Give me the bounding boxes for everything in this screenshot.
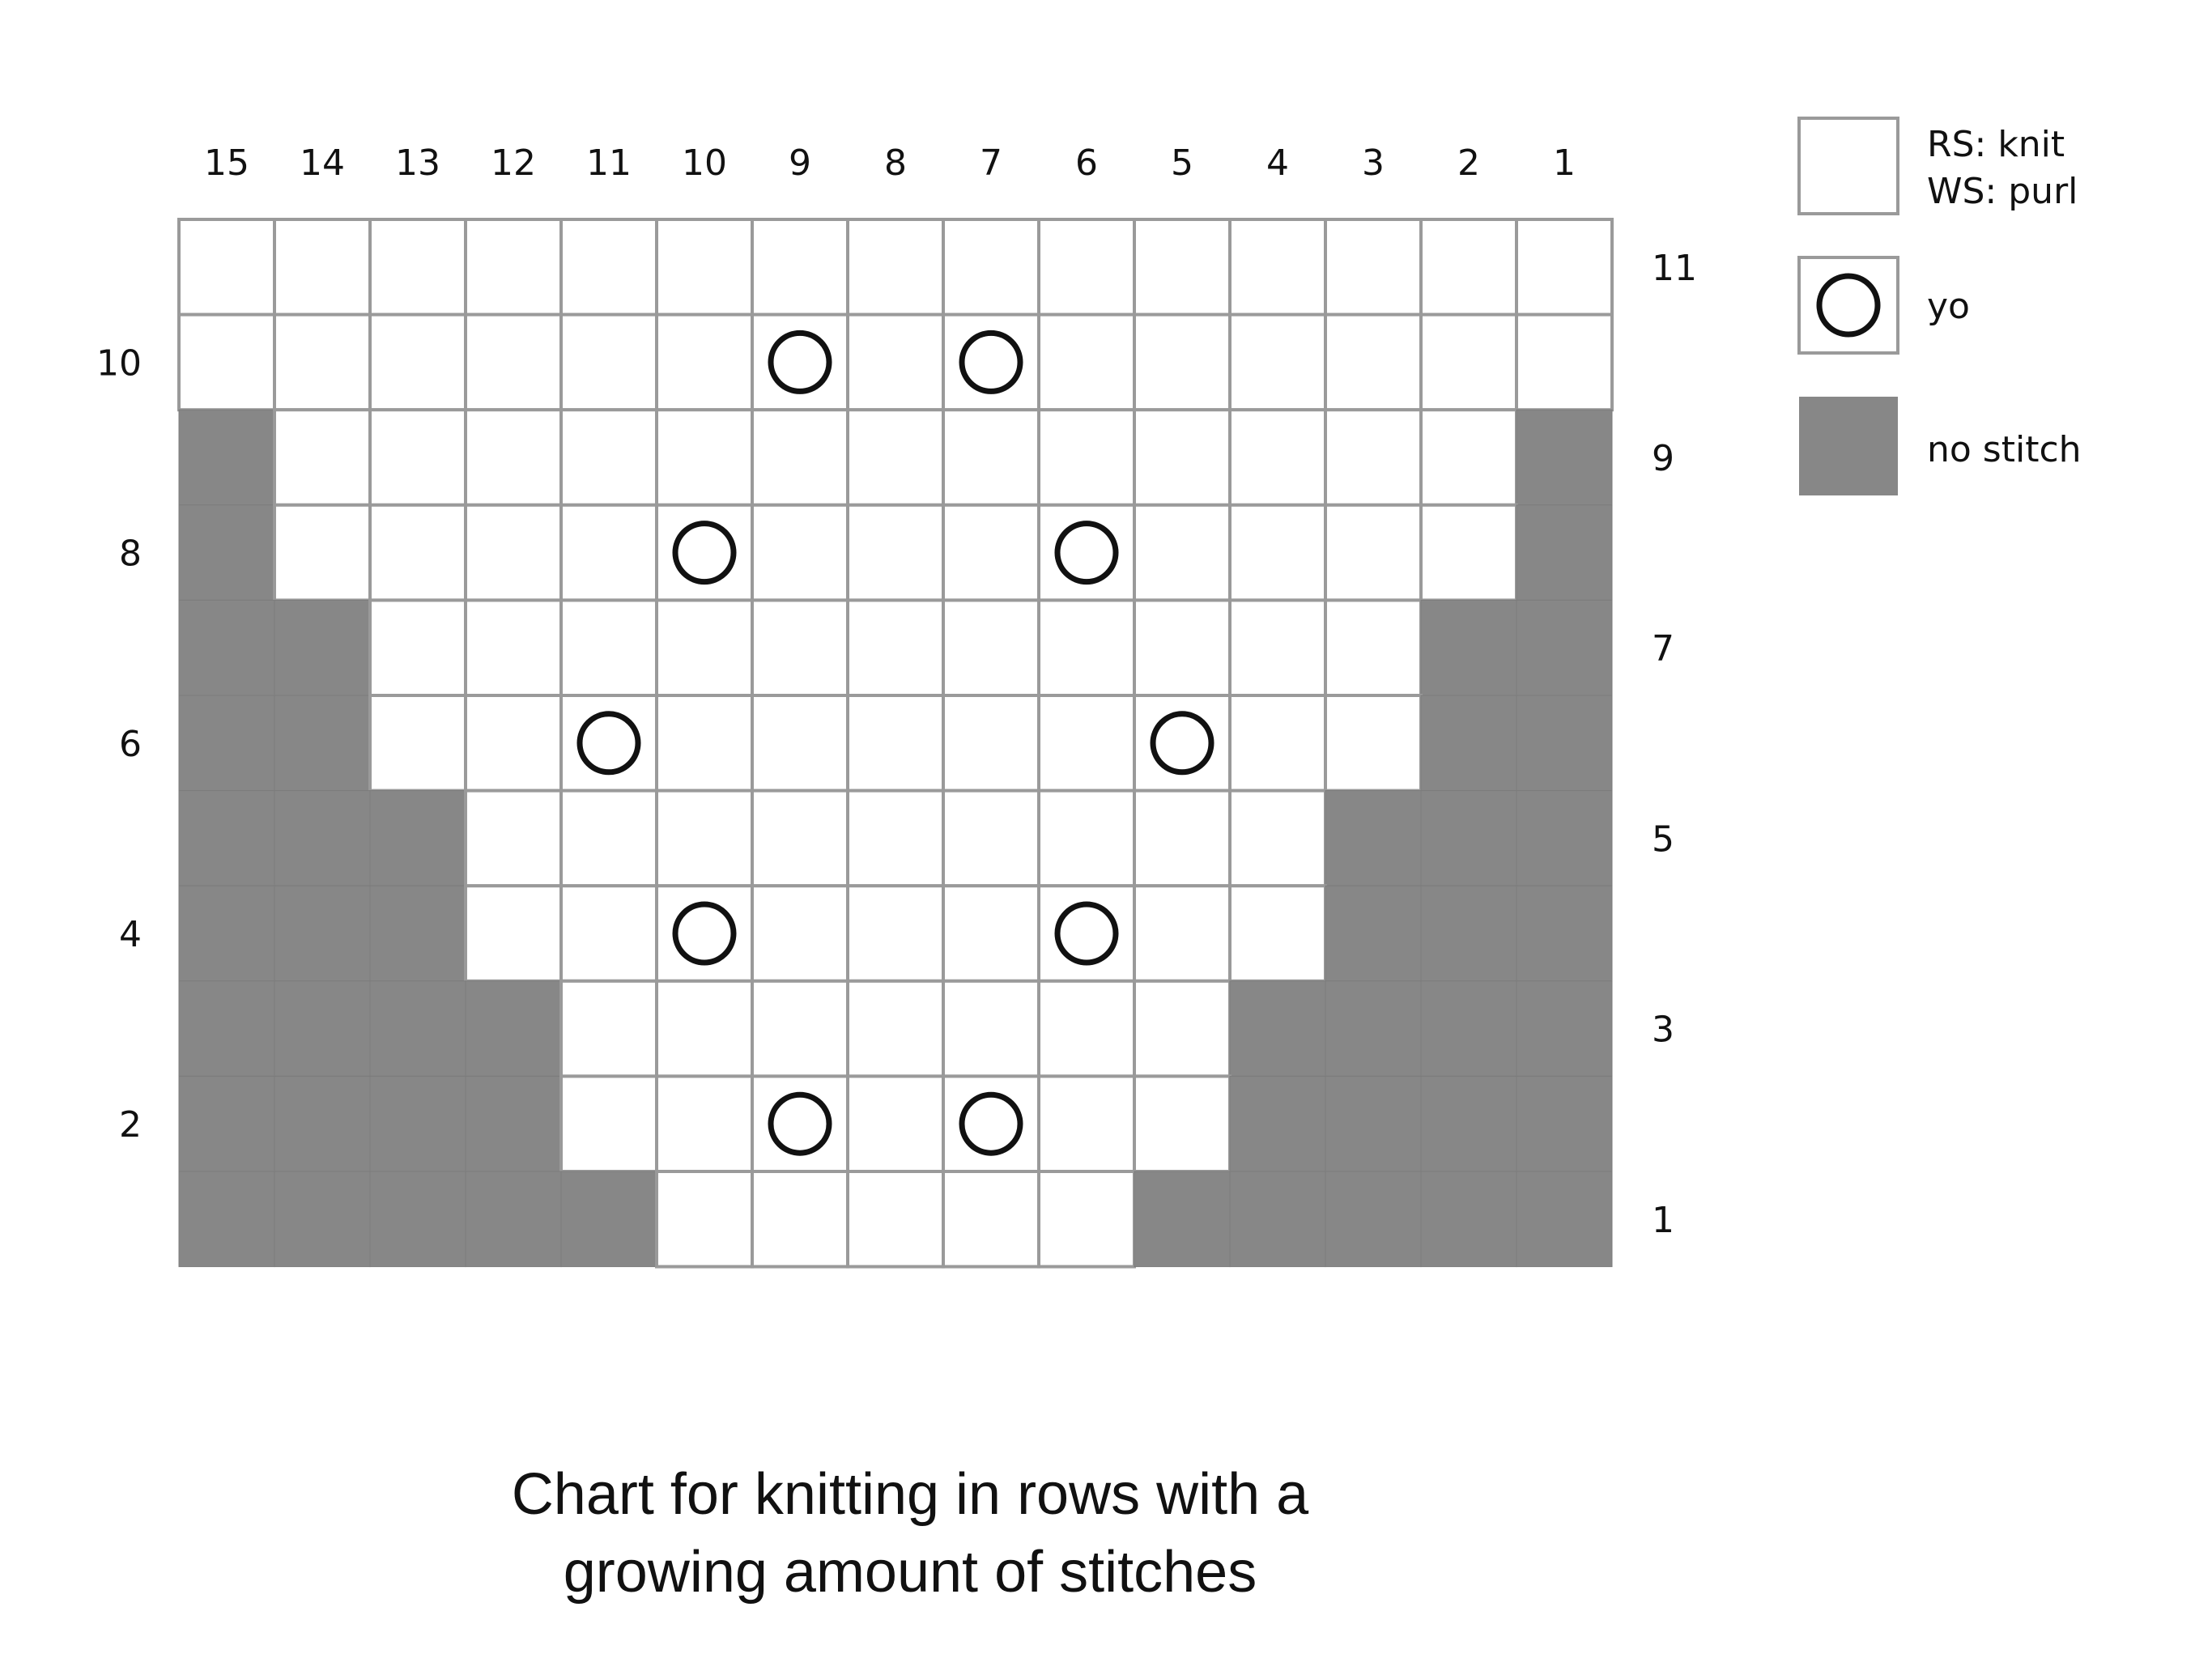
knit-cell [943, 886, 1039, 981]
no-stitch-cell [466, 1076, 561, 1171]
no-stitch-cell [370, 1171, 466, 1267]
no-stitch-cell [1516, 600, 1612, 695]
knit-cell [1230, 410, 1325, 505]
knit-cell [466, 219, 561, 315]
no-stitch-cell [1421, 695, 1516, 791]
knit-cell [1039, 600, 1134, 695]
column-number: 9 [789, 142, 811, 184]
no-stitch-cell [1325, 1171, 1421, 1267]
knit-cell [657, 315, 752, 410]
knit-cell [848, 505, 943, 601]
row-number-left: 6 [119, 723, 142, 765]
knit-cell [1134, 315, 1230, 410]
knit-cell [274, 410, 370, 505]
knit-cell [1134, 505, 1230, 601]
no-stitch-cell [370, 1076, 466, 1171]
knit-cell [561, 315, 657, 410]
knit-cell [561, 1076, 657, 1171]
column-number: 13 [395, 142, 440, 184]
yo-cell [752, 1076, 848, 1171]
no-stitch-cell [274, 1171, 370, 1267]
right-row-numbers [1652, 248, 1697, 1241]
knit-cell [1230, 695, 1325, 791]
no-stitch-cell [274, 695, 370, 791]
column-number: 3 [1362, 142, 1385, 184]
no-stitch-cell [179, 1076, 274, 1171]
no-stitch-cell [1516, 791, 1612, 886]
knit-cell [466, 505, 561, 601]
left-row-numbers [96, 342, 142, 1146]
yo-cell [1039, 886, 1134, 981]
knit-cell [1325, 219, 1421, 315]
column-number: 14 [300, 142, 345, 184]
no-stitch-cell [274, 1076, 370, 1171]
no-stitch-cell [179, 505, 274, 601]
legend [1799, 118, 2082, 495]
knit-cell [657, 695, 752, 791]
stitch-grid [179, 219, 1612, 1267]
knit-cell [466, 315, 561, 410]
knit-cell [561, 219, 657, 315]
knit-cell [752, 600, 848, 695]
no-stitch-cell [1421, 1171, 1516, 1267]
knit-cell [1516, 315, 1612, 410]
column-number: 6 [1075, 142, 1098, 184]
knit-cell [752, 1171, 848, 1267]
knit-cell [848, 981, 943, 1077]
knit-cell [1230, 219, 1325, 315]
knit-cell [752, 219, 848, 315]
column-number: 11 [586, 142, 632, 184]
row-number-left: 4 [119, 914, 142, 955]
knit-cell [1230, 505, 1325, 601]
no-stitch-cell [1516, 1076, 1612, 1171]
knit-cell [466, 600, 561, 695]
no-stitch-cell [370, 791, 466, 886]
knit-cell [1039, 219, 1134, 315]
yo-cell [752, 315, 848, 410]
no-stitch-cell [1516, 505, 1612, 601]
knit-cell [1039, 695, 1134, 791]
knit-cell [1039, 410, 1134, 505]
knit-cell [466, 695, 561, 791]
legend-yo-swatch [1799, 257, 1898, 353]
knit-cell [657, 1076, 752, 1171]
column-number: 1 [1553, 142, 1576, 184]
knit-cell [848, 410, 943, 505]
no-stitch-cell [274, 981, 370, 1077]
yo-cell [657, 505, 752, 601]
column-number: 8 [884, 142, 907, 184]
knit-cell [657, 600, 752, 695]
no-stitch-cell [179, 1171, 274, 1267]
row-number-right: 1 [1652, 1199, 1674, 1241]
column-number: 2 [1457, 142, 1480, 184]
legend-yo-label: yo [1927, 286, 1970, 327]
legend-knit-swatch [1799, 118, 1898, 214]
no-stitch-cell [179, 791, 274, 886]
knit-cell [752, 981, 848, 1077]
yo-cell [1134, 695, 1230, 791]
knit-cell [943, 981, 1039, 1077]
knit-cell [1421, 315, 1516, 410]
row-number-left: 10 [96, 342, 142, 385]
knit-cell [752, 695, 848, 791]
row-number-right: 9 [1652, 438, 1674, 479]
knit-cell [943, 219, 1039, 315]
knit-cell [179, 315, 274, 410]
knit-cell [1325, 315, 1421, 410]
knit-cell [1134, 410, 1230, 505]
no-stitch-cell [370, 981, 466, 1077]
knit-cell [1039, 1171, 1134, 1267]
yo-cell [943, 1076, 1039, 1171]
row-number-right: 7 [1652, 628, 1674, 670]
knit-cell [561, 981, 657, 1077]
knit-cell [370, 410, 466, 505]
no-stitch-cell [1516, 695, 1612, 791]
no-stitch-cell [1516, 1171, 1612, 1267]
knit-cell [848, 600, 943, 695]
knit-cell [466, 791, 561, 886]
no-stitch-cell [1325, 981, 1421, 1077]
knit-cell [1134, 791, 1230, 886]
no-stitch-cell [561, 1171, 657, 1267]
legend-no-stitch-label: no stitch [1927, 429, 2082, 470]
knit-cell [1325, 600, 1421, 695]
column-number: 10 [682, 142, 727, 184]
knit-cell [370, 219, 466, 315]
knit-cell [848, 695, 943, 791]
chart-caption [512, 1462, 1309, 1605]
knit-cell [848, 1171, 943, 1267]
knit-cell [943, 410, 1039, 505]
no-stitch-cell [274, 886, 370, 981]
knit-cell [848, 791, 943, 886]
knit-cell [1325, 695, 1421, 791]
no-stitch-cell [1516, 410, 1612, 505]
no-stitch-cell [1230, 1076, 1325, 1171]
knit-cell [561, 791, 657, 886]
knit-cell [1134, 886, 1230, 981]
column-number: 5 [1171, 142, 1193, 184]
knit-cell [1230, 600, 1325, 695]
yo-cell [1039, 505, 1134, 601]
column-number: 15 [204, 142, 249, 184]
caption-line-2: growing amount of stitches [563, 1540, 1257, 1605]
column-number: 12 [491, 142, 536, 184]
no-stitch-cell [179, 600, 274, 695]
knit-cell [848, 315, 943, 410]
knit-cell [657, 981, 752, 1077]
knit-cell [1134, 219, 1230, 315]
knit-cell [752, 886, 848, 981]
no-stitch-cell [1325, 1076, 1421, 1171]
no-stitch-cell [1516, 981, 1612, 1077]
knit-cell [561, 410, 657, 505]
knit-cell [1039, 315, 1134, 410]
legend-knit-label-line2: WS: purl [1927, 171, 2078, 212]
knit-cell [657, 219, 752, 315]
row-number-left: 2 [119, 1104, 142, 1146]
knit-cell [561, 600, 657, 695]
knit-cell [848, 1076, 943, 1171]
knit-cell [848, 219, 943, 315]
caption-line-1: Chart for knitting in rows with a [511, 1462, 1309, 1527]
knit-cell [752, 791, 848, 886]
legend-no-stitch-swatch [1799, 397, 1898, 495]
knit-cell [370, 505, 466, 601]
row-number-right: 11 [1652, 247, 1697, 289]
knit-cell [370, 315, 466, 410]
knit-cell [943, 1171, 1039, 1267]
legend-knit-label-line1: RS: knit [1927, 124, 2065, 165]
no-stitch-cell [370, 886, 466, 981]
no-stitch-cell [179, 410, 274, 505]
knit-cell [561, 886, 657, 981]
no-stitch-cell [1421, 981, 1516, 1077]
no-stitch-cell [1421, 791, 1516, 886]
knit-cell [657, 1171, 752, 1267]
knit-cell [274, 505, 370, 601]
no-stitch-cell [1230, 1171, 1325, 1267]
knit-cell [466, 886, 561, 981]
knit-cell [1134, 981, 1230, 1077]
no-stitch-cell [466, 981, 561, 1077]
knit-cell [1230, 791, 1325, 886]
knit-cell [561, 505, 657, 601]
knit-cell [466, 410, 561, 505]
knit-cell [1134, 600, 1230, 695]
column-number: 7 [980, 142, 1002, 184]
no-stitch-cell [179, 886, 274, 981]
knit-cell [1039, 1076, 1134, 1171]
knit-cell [1516, 219, 1612, 315]
knit-cell [179, 219, 274, 315]
row-number-right: 5 [1652, 818, 1674, 861]
yo-cell [561, 695, 657, 791]
knit-cell [274, 219, 370, 315]
knit-cell [1421, 410, 1516, 505]
knit-cell [848, 886, 943, 981]
no-stitch-cell [1421, 600, 1516, 695]
no-stitch-cell [179, 695, 274, 791]
knit-cell [1325, 505, 1421, 601]
no-stitch-cell [1134, 1171, 1230, 1267]
knit-cell [370, 600, 466, 695]
knit-cell [1230, 886, 1325, 981]
knit-cell [943, 505, 1039, 601]
knit-cell [1325, 410, 1421, 505]
no-stitch-cell [1421, 886, 1516, 981]
no-stitch-cell [466, 1171, 561, 1267]
knit-cell [943, 600, 1039, 695]
row-number-left: 8 [119, 533, 142, 575]
row-number-right: 3 [1652, 1009, 1674, 1051]
no-stitch-cell [1421, 1076, 1516, 1171]
knit-cell [943, 791, 1039, 886]
knit-cell [752, 505, 848, 601]
yo-cell [657, 886, 752, 981]
no-stitch-cell [274, 791, 370, 886]
knit-cell [1230, 315, 1325, 410]
column-numbers [204, 142, 1576, 184]
knit-cell [752, 410, 848, 505]
knit-cell [1421, 505, 1516, 601]
knit-cell [370, 695, 466, 791]
no-stitch-cell [1230, 981, 1325, 1077]
yo-cell [943, 315, 1039, 410]
knit-cell [274, 315, 370, 410]
knit-cell [943, 695, 1039, 791]
no-stitch-cell [1516, 886, 1612, 981]
knit-cell [657, 791, 752, 886]
knit-cell [1134, 1076, 1230, 1171]
no-stitch-cell [1325, 886, 1421, 981]
knit-cell [1039, 981, 1134, 1077]
no-stitch-cell [179, 981, 274, 1077]
no-stitch-cell [1325, 791, 1421, 886]
column-number: 4 [1266, 142, 1289, 184]
knit-cell [657, 410, 752, 505]
knit-cell [1039, 791, 1134, 886]
knit-cell [1421, 219, 1516, 315]
no-stitch-cell [274, 600, 370, 695]
